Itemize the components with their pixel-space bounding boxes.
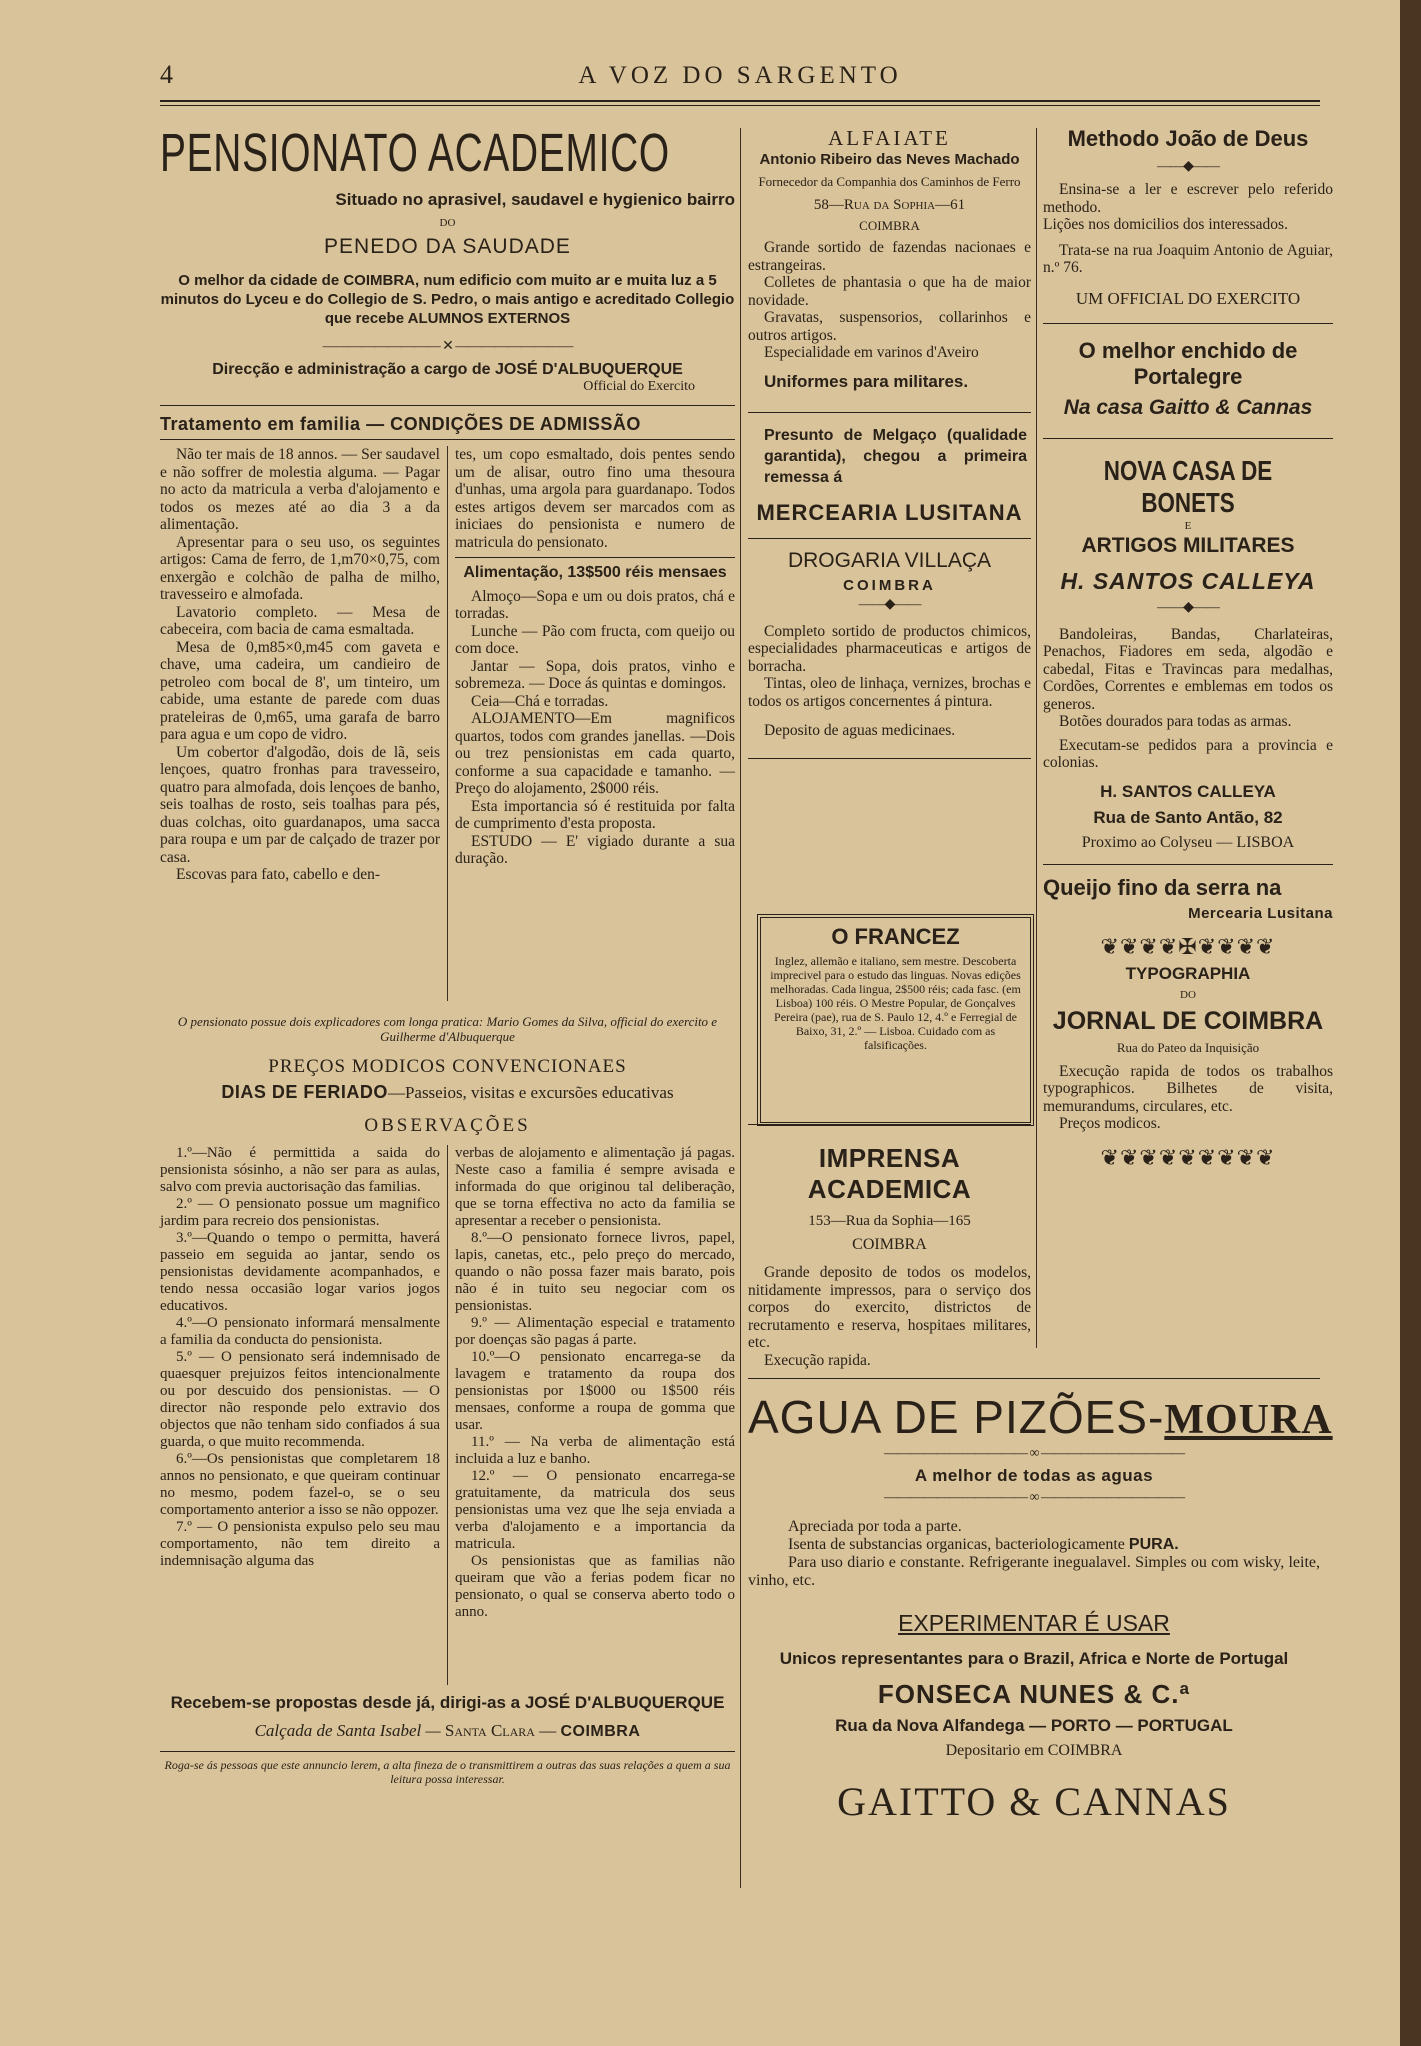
observations-right: [455, 1145, 735, 1621]
address-street: Calçada de Santa Isabel —: [254, 1721, 441, 1740]
footer-note: Roga-se ás pessoas que este annuncio lerem, a alta fineza de o transmittirem a outras das suas relações a quem a sua leitura possa interessar.: [164, 1758, 731, 1786]
column-divider-2: [1036, 128, 1037, 1348]
observation-item: 1.º—Não é permittida a saida do pensionista sósinho, a não ser para as aulas, salvo com previa auctorisação das familias.: [160, 1145, 440, 1195]
methodo-line: Trata-se na rua Joaquim Antonio de Aguiar, n.º 76.: [1043, 241, 1333, 276]
agua-depositario: Depositario em COIMBRA: [945, 1742, 1123, 1759]
alfaiate-line: Grande sortido de fazendas nacionaes e estrangeiras.: [748, 239, 1031, 274]
typographia-address: Rua do Pateo da Inquisição: [1116, 1039, 1260, 1055]
observation-item: 4.º—O pensionato informará mensalmente a familia da conducta do pensionista.: [160, 1315, 440, 1348]
condition-paragraph: Não ter mais de 18 annos. — Ser saudavel e não soffrer de molestia alguma. — Pagar no acto da matricula a verba d'alojamento e todos os mezes até ao dia 3 a da alimentação.: [160, 446, 440, 533]
queijo-shop: Mercearia Lusitana: [1188, 904, 1333, 922]
middle-column: [748, 126, 1031, 759]
agua-title-main: AGUA DE PIZÕES-: [748, 1391, 1165, 1443]
page-edge: [1400, 0, 1421, 2046]
imprensa-title: IMPRENSA ACADEMICA: [807, 1143, 972, 1204]
bonets-lines: [1043, 626, 1333, 772]
ornament-border: ❦❦❦❦❦❦❦❦❦: [1100, 1144, 1276, 1170]
restitution-paragraph: Esta importancia só é restituida por falta de cumprimento d'esta proposta.: [455, 797, 735, 832]
page-number: 4: [160, 60, 173, 89]
rule: [1043, 438, 1333, 439]
observation-item: 12.º — O pensionato encarrega-se gratuitamente, da matricula dos seus pensionistas uma vez que lhe seja enviada a verba d'alojamento e a importancia da matricula.: [455, 1468, 735, 1552]
alfaiate-line: Gravatas, suspensorios, collarinhos e outros artigos.: [748, 309, 1031, 344]
rule: [1043, 864, 1333, 865]
rule: [160, 405, 735, 406]
observation-item: 3.º—Quando o tempo o permitta, haverá passeio em seguida ao jantar, sendo os pensionistas devidamente acompanhados, e tendo nessa occasião logar varios jogos educativos.: [160, 1230, 440, 1314]
methodo-title: Methodo João de Deus: [1067, 126, 1309, 151]
agua-firm: FONSECA NUNES & C.ª: [877, 1679, 1191, 1709]
subcolumn-divider: [447, 1145, 448, 1685]
bonets-title: NOVA CASA DE BONETS: [1103, 454, 1273, 518]
typographia-title: TYPOGRAPHIA: [1125, 963, 1251, 983]
direction-line: Direcção e administração a cargo de JOSÉ D'ALBUQUERQUE: [212, 361, 683, 378]
agua-title-brand: MOURA: [1164, 1397, 1333, 1443]
mercearia-lusitana: MERCEARIA LUSITANA: [756, 499, 1023, 525]
alfaiate-address: 58—Rua da Sophia—61: [813, 197, 966, 213]
rule: [1043, 323, 1333, 324]
alfaiate-supplier: Fornecedor da Companhia dos Caminhos de Ferro: [758, 174, 1021, 189]
ornament-divider: ————————— ✕ —————————: [322, 339, 573, 354]
address-district: Santa Clara —: [444, 1721, 557, 1740]
newspaper-title: A VOZ DO SARGENTO: [578, 62, 902, 89]
alfaiate-line: Colletes de phantasia o que ha de maior novidade.: [748, 274, 1031, 309]
rule: [160, 439, 735, 440]
alojamento-paragraph: ALOJAMENTO—Em magnificos quartos, todos com grandes janellas. —Dois ou trez pensionistas em cada quarto, conforme a sua capacidade e tamanho. — Preço do alojamento, 2$000 réis.: [455, 710, 735, 797]
imprensa-line: Grande deposito de todos os modelos, nitidamente impressos, para o serviço dos corpos do exercito, districtos de recrutamento e reserva, hospitaes militares, etc.: [748, 1264, 1031, 1351]
middle-column-lower: [748, 1124, 1031, 1369]
presunto-text: Presunto de Melgaço (qualidade garantida), chegou a primeira remessa á: [764, 426, 1027, 486]
right-column: [1043, 126, 1333, 1171]
meal-line: Ceia—Chá e torradas.: [471, 692, 609, 710]
meal-line: Lunche — Pão com fructa, com queijo ou com doce.: [455, 622, 735, 657]
rule: [455, 557, 735, 558]
observation-item: 5.º — O pensionato será indemnisado de quaesquer prejuizos feitos intencionalmente ou por descuido dos pensionistas. — O director não responde pelo extravio dos objectos que não tenham sido confiados á sua guarda, o que muito recommenda.: [160, 1349, 440, 1450]
imprensa-line: Execução rapida.: [764, 1351, 871, 1369]
agua-title: [748, 1390, 1333, 1444]
observation-item: verbas de alojamento e alimentação já pagas. Neste caso a familia é sempre avisada e informada do que originou tal deliberação, que se torna effectiva no acto da familia se apresentar a receber o pensionista.: [455, 1145, 735, 1229]
official-do-exercito: UM OFFICIAL DO EXERCITO: [1075, 288, 1301, 308]
typographia-precos: Preços modicos.: [1059, 1115, 1161, 1132]
observation-item: 11.º — Na verba de alimentação está incluida a luz e banho.: [455, 1434, 735, 1467]
ornament-divider: ——————————— ∞ ———————————: [884, 1490, 1184, 1505]
queijo-title: Queijo fino da serra na: [1043, 874, 1282, 900]
condition-paragraph: Um cobertor d'algodão, dois de lã, seis lençoes, quatro fronhas para travesseiro, quatro para almofada, dois lençoes de banho, seis toalhas de rosto, seis toalhas para pés, duas colchas, oito guardanapos, uma sacca para roupa e um par de calçado de trazer por casa.: [160, 743, 440, 866]
column-divider-1: [740, 128, 741, 1888]
imprensa-city: COIMBRA: [852, 1236, 927, 1253]
bonets-subtitle: ARTIGOS MILITARES: [1081, 533, 1295, 557]
drogaria-line: Deposito de aguas medicinaes.: [764, 722, 956, 739]
bonets-line: Executam-se pedidos para a provincia e colonias.: [1043, 736, 1333, 771]
ornament-divider: ——◆——: [1157, 599, 1219, 615]
feriado-text: —Passeios, visitas e excursões educativas: [387, 1083, 674, 1102]
condition-paragraph: Apresentar para o seu uso, os seguintes artigos: Cama de ferro, de 1,m70×0,75, com enxergão e colchão de palha de milho, travesseiro e almofada.: [160, 533, 440, 603]
francez-text: Inglez, allemão e italiano, sem mestre. Descoberta imprecivel para o estudo das linguas. Novas edições melhoradas. Cada lingua, 2$500 réis; cada fasc. (em Lisboa) 100 réis. O Mestre Popular, de Gonçalves Pereira (pae), rua de S. Paulo 12, 4.º e Ferregial de Baixo, 31, 2.º — Lisboa. Cuidado com as falsificações.: [770, 954, 1021, 1052]
rule: [748, 1378, 1320, 1379]
ornament-divider: ——◆——: [1157, 159, 1219, 174]
observations-left: [160, 1145, 440, 1570]
dias-de-feriado: [160, 1082, 735, 1103]
bonets-address: Rua de Santo Antão, 82: [1093, 807, 1283, 827]
rule: [748, 538, 1031, 539]
precos-modicos: PREÇOS MODICOS CONVENCIONAES: [268, 1056, 627, 1077]
drogaria-city: COIMBRA: [843, 576, 936, 594]
ornament-divider: ——————————— ∞ ———————————: [884, 1446, 1184, 1461]
conditions-left-column: [160, 446, 440, 884]
alfaiate-name: Antonio Ribeiro das Neves Machado: [759, 151, 1020, 168]
bonets-line: Botões dourados para todas as armas.: [1059, 713, 1292, 730]
agua-line: Para uso diario e constante. Refrigerante inegualavel. Simples ou com wisky, leite, vinho, etc.: [748, 1554, 1320, 1589]
observacoes-heading: OBSERVAÇÕES: [364, 1115, 531, 1136]
condition-paragraph: Lavatorio completo. — Mesa de cabeceira, com bacia de cama esmaltada.: [160, 603, 440, 638]
pensionato-ad: [160, 122, 735, 1786]
alfaiate-lines: [748, 239, 1031, 362]
agua-pura: PURA.: [1128, 1536, 1179, 1553]
typographia-do: DO: [1180, 988, 1196, 1001]
direction-role: Official do Exercito: [583, 379, 695, 394]
bonets-e: E: [1184, 519, 1192, 532]
condition-paragraph: Mesa de 0,m85×0,m45 com gaveta e chave, uma cadeira, um candieiro de petroleo com bocal de 8', um tinteiro, um cabide, uma estante de parede com duas prateleiras de 0,m65, uma garafa de barro para agua e um copo de vidro.: [160, 638, 440, 743]
bonets-line: Bandoleiras, Bandas, Charlateiras, Penachos, Fiadores em seda, algodão e cabedal, Fitas e Travincas para medalhas, Cordões, Correntes e emblemas em todos os generos.: [1043, 625, 1333, 713]
rule: [748, 412, 1031, 413]
alfaiate-title: ALFAIATE: [828, 126, 951, 150]
rule: [160, 1751, 735, 1752]
gaitto-cannas: GAITTO & CANNAS: [837, 1779, 1231, 1824]
observation-item: 6.º—Os pensionistas que completarem 18 annos no pensionato, e que queiram continuar no mesmo, podem fazel-o, se o seu comportamento anterior a isso se não oppozer.: [160, 1451, 440, 1518]
agua-tagline: A melhor de todas as aguas: [914, 1466, 1154, 1485]
ornament-border: ❦❦❦❦✠❦❦❦❦: [1100, 933, 1276, 959]
imprensa-lines: [748, 1264, 1031, 1369]
observation-item: 7.º — O pensionista expulso pelo seu mau comportamento, não tem direito a indemnisação alguma das: [160, 1519, 440, 1569]
ornament-divider: ——◆——: [858, 596, 921, 612]
methodo-lines: [1043, 181, 1333, 277]
uniformes-line: Uniformes para militares.: [764, 371, 969, 391]
do-label: DO: [439, 217, 456, 229]
drogaria-line: Tintas, oleo de linhaça, vernizes, brochas e todos os artigos concernentes á pintura.: [748, 675, 1031, 710]
rule: [748, 1124, 1031, 1125]
enchido-shop: Na casa Gaitto & Cannas: [1063, 395, 1313, 419]
penedo-da-saudade: PENEDO DA SAUDADE: [324, 235, 571, 258]
enchido-title: O melhor enchido de Portalegre: [1078, 337, 1298, 389]
conditions-right-column: [455, 446, 735, 868]
alfaiate-city: COIMBRA: [859, 218, 920, 233]
agua-text: [748, 1518, 1320, 1590]
alimentacao-heading: Alimentação, 13$500 réis mensaes: [463, 564, 727, 581]
bonets-name-2: H. SANTOS CALLEYA: [1100, 781, 1276, 801]
typographia-text: Execução rapida de todos os trabalhos typographicos. Bilhetes de visita, memurandums, circulares, etc.: [1043, 1062, 1333, 1115]
pensionato-subtitle: Situado no aprasivel, saudavel e hygienico bairro: [335, 190, 735, 209]
header-rule-thin: [160, 105, 1320, 106]
rule: [748, 758, 1031, 759]
explicadores-note: O pensionato possue dois explicadores com longa pratica: Mario Gomes da Silva, official do exercito e Guilherme d'Albuquerque: [177, 1014, 718, 1044]
feriado-label: DIAS DE FERIADO: [221, 1082, 388, 1102]
bonets-location: Proximo ao Colyseu — LISBOA: [1081, 833, 1295, 851]
agua-ad: [748, 1390, 1333, 1825]
condicoes-heading: Tratamento em familia — CONDIÇÕES DE ADMISSÃO: [160, 414, 641, 434]
estudo-paragraph: ESTUDO — E' vigiado durante a sua duração.: [455, 832, 735, 867]
pensionato-intro: O melhor da cidade de COIMBRA, num edificio com muito ar e muita luz a 5 minutos do Lyceu e do Collegio de S. Pedro, o mais antigo e acreditado Collegio que recebe ALUMNOS EXTERNOS: [160, 272, 735, 327]
observation-item: 2.º — O pensionato possue um magnifico jardim para recreio dos pensionistas.: [160, 1196, 440, 1229]
address-city: COIMBRA: [560, 1723, 641, 1740]
imprensa-address: 153—Rua da Sophia—165: [808, 1213, 971, 1229]
observation-item: Os pensionistas que as familias não queiram que vão a ferias podem ficar no pensionato, o qual se conserva aberto todo o anno.: [455, 1553, 735, 1620]
observation-item: 8.º—O pensionato fornece livros, papel, lapis, canetas, etc., pelo preço do mercado, quando o não possa fazer mais barato, pois não é in tuito seu negociar com os pensionistas.: [455, 1230, 735, 1314]
pensionato-title: PENSIONATO ACADEMICO: [160, 123, 670, 183]
alfaiate-line: Especialidade em varinos d'Aveiro: [764, 344, 979, 361]
experimentar-e-usar: EXPERIMENTAR É USAR: [898, 1610, 1170, 1636]
agua-line-text: Isenta de substancias organicas, bacteriologicamente: [788, 1536, 1125, 1553]
propostas-line: Recebem-se propostas desde já, dirigi-as a JOSÉ D'ALBUQUERQUE: [170, 1693, 725, 1712]
bonets-name: H. SANTOS CALLEYA: [1060, 567, 1316, 594]
pensionato-address: [160, 1721, 735, 1741]
francez-title: O FRANCEZ: [831, 924, 960, 949]
drogaria-line: Completo sortido de productos chimicos, especialidades pharmaceuticas e artigos de borracha.: [748, 622, 1031, 675]
agua-line: [748, 1536, 1320, 1554]
francez-box: [757, 914, 1034, 1126]
meal-line: Almoço—Sopa e um ou dois pratos, chá e torradas.: [455, 587, 735, 622]
agua-representantes: Unicos representantes para o Brazil, Africa e Norte de Portugal: [779, 1649, 1289, 1668]
condition-paragraph: tes, um copo esmaltado, dois pentes sendo um de alisar, outro fino uma thesoura d'unhas, uma argola para guardanapo. Todos estes artigos devem ser marcados com as iniciaes do pensionista e numero de matricula do pensionato.: [455, 446, 735, 551]
drogaria-lines: [748, 623, 1031, 740]
agua-line: Apreciada por toda a parte.: [788, 1518, 962, 1535]
observation-item: 9.º — Alimentação especial e tratamento por doenças são pagas á parte.: [455, 1315, 735, 1348]
observation-item: 10.º—O pensionato encarrega-se da lavagem e tratamento da roupa dos pensionistas por 1$000 ou 1$500 réis mensaes, conforme a roupa de gomma que usar.: [455, 1349, 735, 1433]
meal-line: Jantar — Sopa, dois pratos, vinho e sobremeza. — Doce ás quintas e domingos.: [455, 657, 735, 692]
page-header: [160, 60, 1320, 96]
condition-paragraph: Escovas para fato, cabello e den-: [176, 866, 380, 883]
methodo-line: Lições nos domicilios dos interessados.: [1043, 216, 1288, 233]
agua-firm-address: Rua da Nova Alfandega — PORTO — PORTUGAL: [835, 1716, 1233, 1735]
header-rule: [160, 100, 1320, 102]
methodo-line: Ensina-se a ler e escrever pelo referido methodo.: [1043, 181, 1333, 216]
subcolumn-divider: [447, 446, 448, 1001]
drogaria-title: DROGARIA VILLAÇA: [787, 548, 992, 572]
jornal-de-coimbra: JORNAL DE COIMBRA: [1052, 1006, 1324, 1035]
